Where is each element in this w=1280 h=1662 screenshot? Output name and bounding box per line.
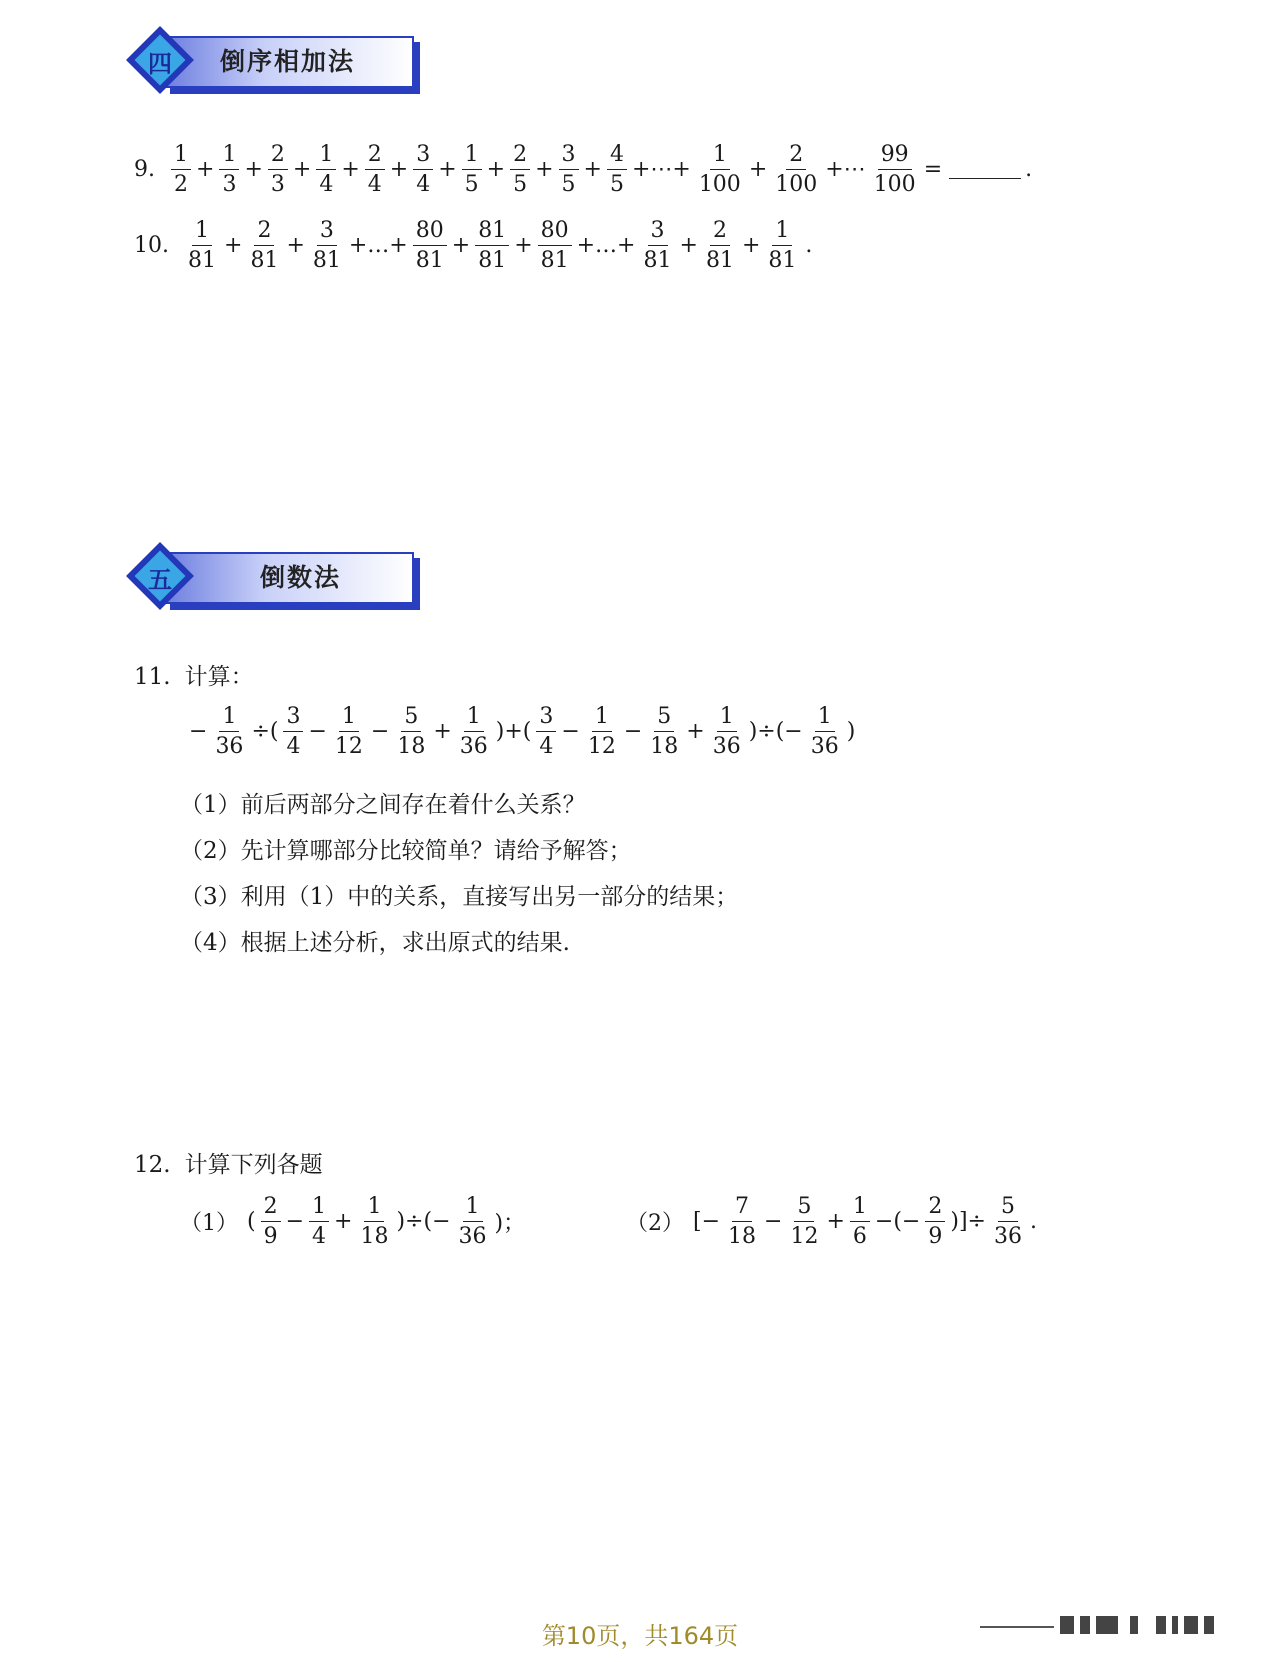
- section-numeral: 四: [148, 50, 172, 78]
- plus-sign: +: [748, 157, 768, 183]
- fraction: $\frac{1}{36}$: [712, 704, 741, 760]
- denominator: 81: [705, 248, 734, 274]
- plus-sign: +: [451, 233, 471, 259]
- section-header-5: [130, 544, 430, 624]
- denominator: 5: [464, 172, 479, 198]
- question-12-part-2: （2） [− $\frac{7}{18}$ − $\frac{5}{12}$ + $\frac{1}{6}$ −(− $\frac{2}{9}$ )]÷ $\frac{5}{36}$ .: [626, 1194, 1037, 1250]
- denominator: 100: [775, 172, 818, 198]
- page-indicator: 第10页，共164页: [541, 1622, 739, 1650]
- fraction: $\frac{3}{4}$: [536, 704, 556, 760]
- numerator: 2: [510, 142, 530, 170]
- fraction: [219, 142, 239, 198]
- numerator: 2: [365, 142, 385, 170]
- fraction: [772, 142, 820, 198]
- fraction: [559, 142, 579, 198]
- plus-sign: +: [244, 157, 263, 183]
- equals-sign: =: [923, 157, 943, 183]
- sub-question-3: （3）利用（1）中的关系，直接写出另一部分的结果；: [180, 884, 739, 910]
- plus-sign: +: [341, 157, 360, 183]
- fraction: [185, 218, 219, 274]
- fraction: [413, 218, 447, 274]
- sub-question-4: （4）根据上述分析，求出原式的结果.: [180, 930, 570, 956]
- numerator: 1: [171, 142, 191, 170]
- fraction: $\frac{7}{18}$: [728, 1194, 757, 1250]
- plus-sign: +: [438, 157, 457, 183]
- fraction: $\frac{1}{18}$: [360, 1194, 389, 1250]
- fraction: [413, 142, 433, 198]
- denominator: 81: [250, 248, 279, 274]
- numerator: 99: [878, 142, 912, 170]
- fraction: [268, 142, 288, 198]
- ellipsis: +⋯+: [631, 157, 691, 183]
- denominator: 3: [270, 172, 285, 198]
- page-scrollbar[interactable]: [980, 1612, 1240, 1638]
- sub-question-2: （2）先计算哪部分比较简单？请给予解答；: [180, 838, 632, 864]
- denominator: 100: [873, 172, 916, 198]
- question-11-expression: − $\frac{1}{36}$ ÷( $\frac{3}{4}$ − $\frac{1}{12}$ − $\frac{5}{18}$ + $\frac{1}{36}$ )+( $\frac{3}{4}$ − $\frac{1}{12}$ − $\frac{5}{18}$ + $\frac{1}{36}$ )÷(− $\frac{1}{36}$ ): [189, 704, 856, 760]
- section-title: 倒数法: [260, 563, 342, 592]
- fraction: $\frac{1}{36}$: [459, 704, 488, 760]
- fraction: $\frac{1}{36}$: [458, 1194, 487, 1250]
- fraction: [171, 142, 191, 198]
- numerator: 1: [316, 142, 336, 170]
- fraction: [316, 142, 336, 198]
- numerator: 4: [607, 142, 627, 170]
- fraction: $\frac{1}{36}$: [215, 704, 244, 760]
- numerator: 2: [710, 218, 730, 246]
- period: .: [805, 233, 813, 259]
- plus-sign: +: [535, 157, 554, 183]
- fraction: $\frac{2}{9}$: [261, 1194, 281, 1250]
- fraction: [538, 218, 572, 274]
- fraction: [365, 142, 385, 198]
- numerator: 80: [538, 218, 572, 246]
- question-11-heading: [134, 658, 254, 691]
- denominator: 81: [768, 248, 797, 274]
- fraction: [765, 218, 799, 274]
- numerator: 1: [710, 142, 730, 170]
- question-number: 12.: [134, 1152, 171, 1178]
- fraction: [247, 218, 281, 274]
- numerator: 1: [772, 218, 792, 246]
- fraction: [462, 142, 482, 198]
- question-number: 9.: [134, 157, 155, 183]
- plus-sign: +: [514, 233, 533, 259]
- fraction: [696, 142, 744, 198]
- numerator: 2: [268, 142, 288, 170]
- period: .: [1025, 157, 1033, 183]
- fraction: $\frac{2}{9}$: [925, 1194, 945, 1250]
- numerator: 3: [559, 142, 579, 170]
- question-number: 10.: [134, 233, 169, 259]
- fraction: $\frac{1}{12}$: [587, 704, 616, 760]
- denominator: 5: [609, 172, 624, 198]
- part-label: （1）: [180, 1211, 238, 1237]
- numerator: 80: [413, 218, 447, 246]
- fraction: $\frac{5}{18}$: [650, 704, 679, 760]
- plus-sign: +: [196, 157, 215, 183]
- plus-sign: +: [224, 233, 243, 259]
- fraction: $\frac{1}{4}$: [309, 1194, 329, 1250]
- fraction: [310, 218, 344, 274]
- question-12-part-1: （1） ( $\frac{2}{9}$ − $\frac{1}{4}$ + $\frac{1}{18}$ )÷(− $\frac{1}{36}$ )；: [180, 1194, 526, 1250]
- denominator: 4: [319, 172, 334, 198]
- denominator: 81: [312, 248, 341, 274]
- numerator: 1: [462, 142, 482, 170]
- ellipsis: +⋯: [825, 157, 866, 183]
- fraction: $\frac{5}{36}$: [993, 1194, 1022, 1250]
- plus-sign: +: [583, 157, 602, 183]
- question-9: [134, 142, 1032, 198]
- answer-blank: [949, 160, 1021, 179]
- fraction: $\frac{5}{12}$: [790, 1194, 819, 1250]
- numerator: 1: [192, 218, 212, 246]
- plus-sign: +: [389, 157, 409, 183]
- question-12-heading: [134, 1146, 323, 1179]
- section-numeral: 五: [148, 566, 172, 594]
- plus-sign: +: [286, 233, 305, 259]
- fraction: [703, 218, 737, 274]
- numerator: 3: [317, 218, 337, 246]
- fraction: [510, 142, 530, 198]
- fraction: [475, 218, 509, 274]
- ellipsis: +…+: [348, 233, 408, 259]
- fraction: $\frac{1}{6}$: [850, 1194, 870, 1250]
- denominator: 4: [416, 172, 431, 198]
- denominator: 81: [540, 248, 569, 274]
- denominator: 81: [643, 248, 672, 274]
- fraction: $\frac{3}{4}$: [283, 704, 303, 760]
- denominator: 5: [561, 172, 576, 198]
- fraction: $\frac{1}{12}$: [334, 704, 363, 760]
- plus-sign: +: [741, 233, 761, 259]
- plus-sign: +: [679, 233, 698, 259]
- numerator: 2: [254, 218, 274, 246]
- denominator: 100: [698, 172, 741, 198]
- numerator: 1: [219, 142, 239, 170]
- question-heading: 计算下列各题: [184, 1152, 323, 1178]
- section-header-4: [130, 28, 430, 108]
- denominator: 81: [188, 248, 216, 274]
- question-10: [134, 218, 812, 274]
- section-title: 倒序相加法: [220, 47, 356, 76]
- numerator: 2: [786, 142, 806, 170]
- ellipsis: +…+: [576, 233, 636, 259]
- fraction: $\frac{5}{18}$: [397, 704, 426, 760]
- numerator: 3: [648, 218, 668, 246]
- denominator: 81: [415, 248, 444, 274]
- part-label: （2）: [626, 1211, 684, 1237]
- fraction: [641, 218, 675, 274]
- fraction: $\frac{1}{36}$: [810, 704, 839, 760]
- fraction: [607, 142, 627, 198]
- plus-sign: +: [486, 157, 506, 183]
- question-heading: 计算：: [184, 664, 254, 690]
- numerator: 3: [413, 142, 433, 170]
- fraction: [871, 142, 919, 198]
- question-number: 11.: [134, 664, 171, 690]
- denominator: 5: [513, 172, 528, 198]
- numerator: 81: [475, 218, 509, 246]
- sub-question-1: （1）前后两部分之间存在着什么关系？: [180, 792, 586, 818]
- denominator: 3: [222, 172, 237, 198]
- denominator: 4: [367, 172, 382, 198]
- denominator: 2: [174, 172, 188, 198]
- denominator: 81: [478, 248, 507, 274]
- plus-sign: +: [292, 157, 312, 183]
